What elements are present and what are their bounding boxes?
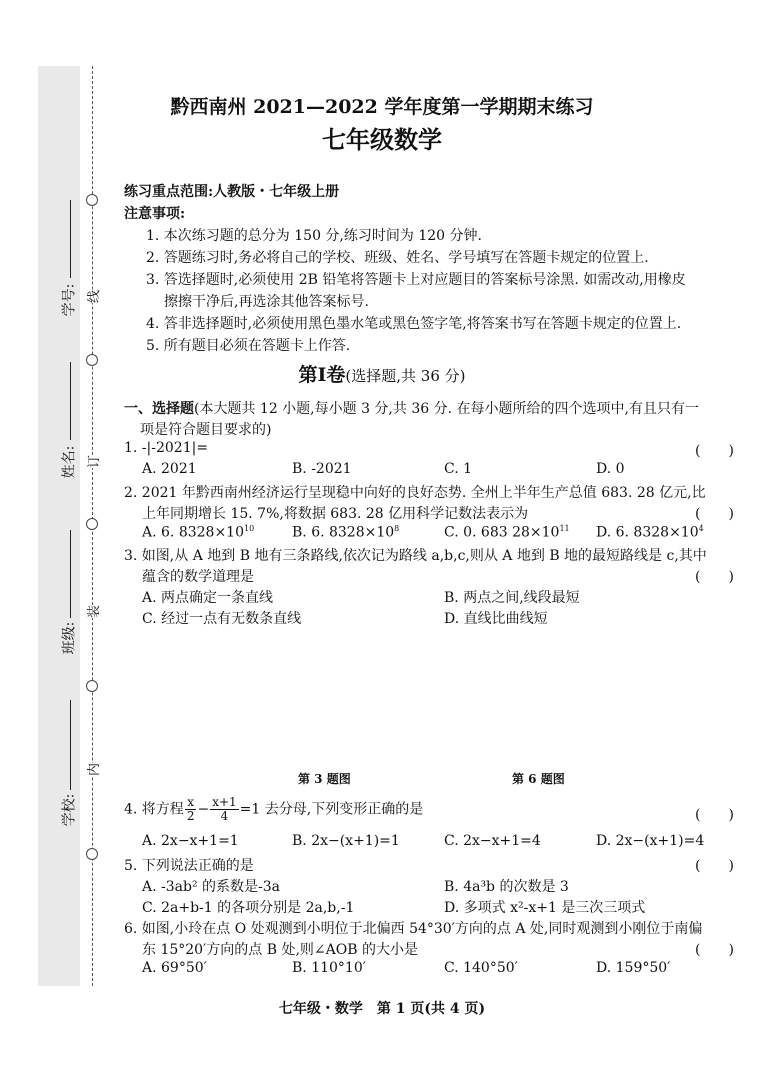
q4-option-a: A. 2x−x+1=1 bbox=[142, 833, 239, 849]
school-label: 学校: bbox=[61, 793, 78, 827]
notice-item: 4. 答非选择题时,必须使用黑色墨水笔或黑色签字笔,将答案书写在答题卡规定的位置上. bbox=[146, 316, 682, 332]
q6-option-d: D. 159°50′ bbox=[596, 960, 671, 976]
name-label: 姓名: bbox=[61, 445, 78, 479]
q6-option-c: C. 140°50′ bbox=[444, 960, 518, 976]
binding-strip bbox=[38, 66, 80, 986]
q5-option-a: A. -3ab² 的系数是-3a bbox=[142, 879, 281, 895]
q4-option-c: C. 2x−x+1=4 bbox=[444, 833, 541, 849]
question-5-stem: 5. 下列说法正确的是 bbox=[124, 858, 254, 874]
answer-paren: ( ) bbox=[695, 807, 734, 823]
q2-option-a: A. 6. $8328\times 10^{10}$ bbox=[142, 524, 255, 541]
q3-option-b: B. 两点之间,线段最短 bbox=[444, 590, 580, 606]
question-3-stem-cont: 蕴含的数学道理是 bbox=[142, 569, 254, 585]
section-note: (选择题,共 36 分) bbox=[345, 367, 466, 385]
question-4-stem: 4. 将方程 $\frac{x}{2}$ − $\frac{x+1}{4}$ =1 去分母,下列变形正确的是 bbox=[124, 795, 424, 823]
part-intro bbox=[124, 398, 699, 418]
q2-option-c: C. 0. 683 $28\times 10^{11}$ bbox=[444, 524, 570, 541]
answer-paren: ( ) bbox=[695, 858, 734, 874]
part-desc-cont: 项是符合题目要求的) bbox=[140, 422, 272, 438]
part-heading: 一、选择题 bbox=[124, 401, 194, 417]
q1-option-a: A. 2021 bbox=[142, 461, 197, 477]
class-field[interactable] bbox=[70, 530, 71, 618]
question-3-stem: 3. 如图,从 A 地到 B 地有三条路线,依次记为路线 a,b,c,则从 A 地到 B 地的最短路线是 c,其中 bbox=[124, 548, 707, 564]
fraction: $\frac{x}{2}$ bbox=[186, 795, 195, 823]
exam-title: 黔西南州 2021—2022 学年度第一学期期末练习 bbox=[170, 96, 594, 118]
notice-item: 1. 本次练习题的总分为 150 分,练习时间为 120 分钟. bbox=[146, 228, 482, 244]
binding-hole bbox=[86, 680, 98, 692]
q5-option-b: B. 4a³b 的次数是 3 bbox=[444, 879, 569, 895]
exam-subject: 七年级数学 bbox=[322, 125, 442, 154]
q6-option-b: B. 110°10′ bbox=[292, 960, 366, 976]
school-field[interactable] bbox=[70, 700, 71, 790]
question-2-stem: 2. 2021 年黔西南州经济运行呈现稳中向好的良好态势. 全州上半年生产总值 683. 28 亿元,比 bbox=[124, 485, 706, 501]
q1-option-b: B. -2021 bbox=[292, 461, 352, 477]
figure-3-caption: 第 3 题图 bbox=[298, 772, 351, 786]
question-2-stem-cont: 上年同期增长 15. 7%,将数据 683. 28 亿用科学记数法表示为 bbox=[142, 506, 529, 522]
question-6-stem-cont: 东 15°20′方向的点 B 处,则∠AOB 的大小是 bbox=[142, 942, 418, 958]
cut-line-word: 装 bbox=[81, 605, 104, 618]
binding-hole bbox=[86, 848, 98, 860]
notice-label: 注意事项: bbox=[124, 206, 186, 222]
q2-option-d: D. 6. $8328\times 10^4$ bbox=[596, 524, 704, 541]
part-desc: (本大题共 12 小题,每小题 3 分,共 36 分. 在每小题所给的四个选项中,有且只有一 bbox=[194, 401, 699, 417]
answer-paren: ( ) bbox=[695, 506, 734, 522]
cut-line-word: 线 bbox=[81, 290, 104, 303]
q1-option-d: D. 0 bbox=[596, 461, 625, 477]
binding-hole bbox=[86, 518, 98, 530]
class-label: 班级: bbox=[61, 621, 78, 655]
binding-hole bbox=[86, 194, 98, 206]
cut-line-word: 内 bbox=[81, 763, 104, 776]
student-id-field[interactable] bbox=[70, 200, 71, 278]
student-id-label: 学号: bbox=[61, 283, 78, 317]
question-6-stem: 6. 如图,小玲在点 O 处观测到小明位于北偏西 54°30′方向的点 A 处,同时观测到小刚位于南偏 bbox=[124, 921, 703, 937]
notice-item: 3. 答选择题时,必须使用 2B 铅笔将答题卡上对应题目的答案标号涂黑. 如需改动,用橡皮 bbox=[146, 272, 686, 288]
q5-option-d: D. 多项式 x²-x+1 是三次三项式 bbox=[444, 900, 646, 916]
q5-option-c: C. 2a+b-1 的各项分别是 2a,b,-1 bbox=[142, 900, 355, 916]
q3-option-d: D. 直线比曲线短 bbox=[444, 611, 548, 627]
answer-paren: ( ) bbox=[695, 942, 734, 958]
q6-option-a: A. 69°50′ bbox=[142, 960, 207, 976]
answer-paren: ( ) bbox=[695, 569, 734, 585]
notice-item: 2. 答题练习时,务必将自己的学校、班级、姓名、学号填写在答题卡规定的位置上. bbox=[146, 250, 649, 266]
q1-option-c: C. 1 bbox=[444, 461, 473, 477]
q4-option-b: B. 2x−(x+1)=1 bbox=[292, 833, 400, 849]
notice-item-cont: 擦擦干净后,再选涂其他答案标号. bbox=[164, 294, 369, 310]
figure-6-caption: 第 6 题图 bbox=[512, 772, 565, 786]
q4-option-d: D. 2x−(x+1)=4 bbox=[596, 833, 705, 849]
q2-option-b: B. 6. $8328\times 10^8$ bbox=[292, 524, 400, 541]
scope-line: 练习重点范围:人教版・七年级上册 bbox=[124, 184, 340, 200]
answer-paren: ( ) bbox=[695, 443, 734, 459]
notice-item: 5. 所有题目必须在答题卡上作答. bbox=[146, 338, 351, 354]
section-title: 第Ⅰ卷 bbox=[298, 364, 346, 386]
section-heading bbox=[0, 360, 764, 387]
cut-line-word: 订 bbox=[81, 455, 104, 468]
q3-option-c: C. 经过一点有无数条直线 bbox=[142, 611, 302, 627]
question-1-stem: 1. -|-2021|= bbox=[124, 440, 209, 456]
page-footer: 七年级・数学 第 1 页(共 4 页) bbox=[278, 1001, 486, 1017]
fraction: $\frac{x+1}{4}$ bbox=[212, 795, 237, 823]
q3-option-a: A. 两点确定一条直线 bbox=[142, 590, 274, 606]
